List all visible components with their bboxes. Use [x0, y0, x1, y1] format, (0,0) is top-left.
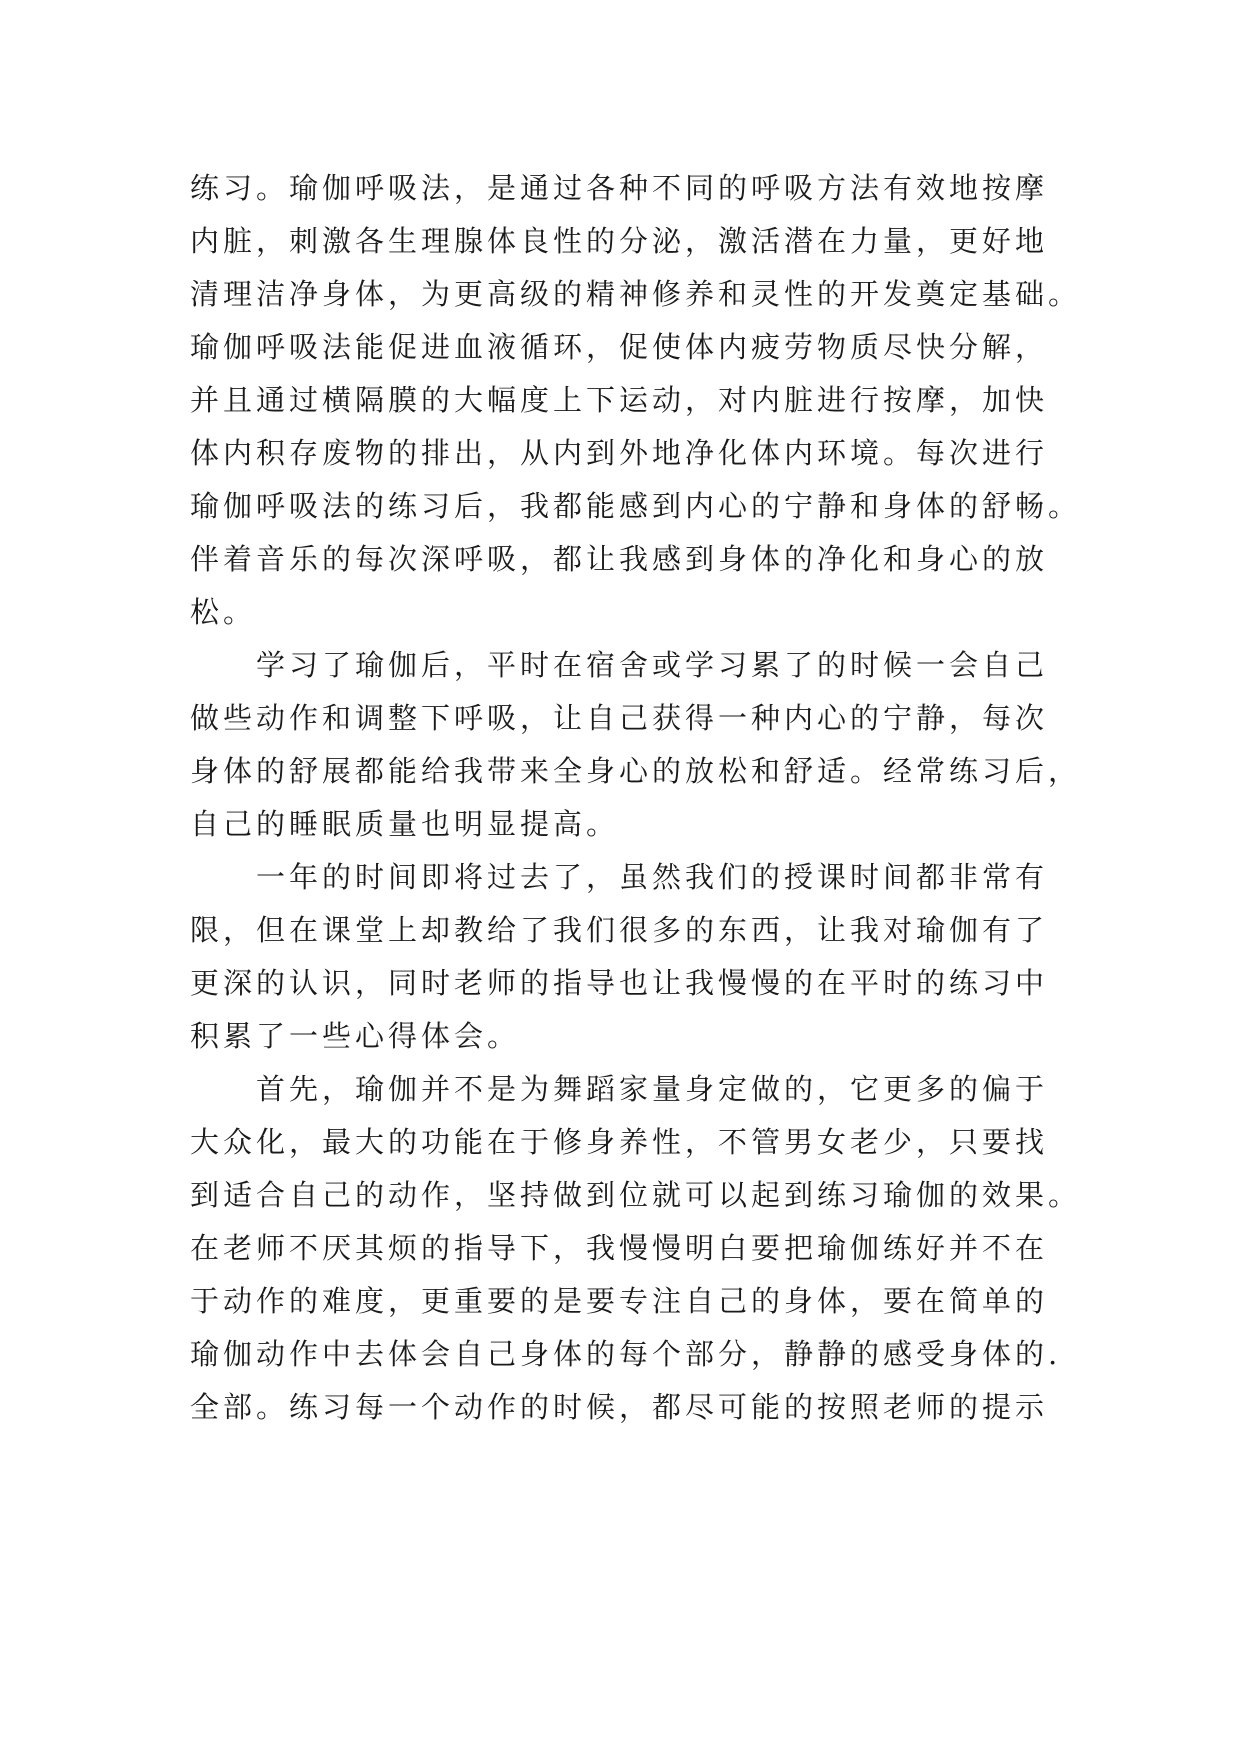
text-line: 做些动作和调整下呼吸，让自己获得一种内心的宁静，每次: [190, 701, 1049, 735]
text-line: 自己的睡眠质量也明显提高。: [190, 807, 620, 841]
text-line: 瑜伽呼吸法能促进血液循环，促使体内疲劳物质尽快分解，: [190, 330, 1049, 364]
text-line: 全部。练习每一个动作的时候，都尽可能的按照老师的提示: [190, 1390, 1049, 1424]
text-line: 清理洁净身体，为更高级的精神修养和灵性的开发奠定基础。: [190, 277, 1082, 311]
text-line: 瑜伽呼吸法的练习后，我都能感到内心的宁静和身体的舒畅。: [190, 489, 1082, 523]
text-line: 内脏，刺激各生理腺体良性的分泌，激活潜在力量，更好地: [190, 224, 1049, 258]
paragraph-start-line: 学习了瑜伽后，平时在宿舍或学习累了的时候一会自己: [256, 648, 1049, 682]
text-line: 限，但在课堂上却教给了我们很多的东西，让我对瑜伽有了: [190, 913, 1049, 947]
text-line: 并且通过横隔膜的大幅度上下运动，对内脏进行按摩，加快: [190, 383, 1049, 417]
text-line: 体内积存废物的排出，从内到外地净化体内环境。每次进行: [190, 436, 1049, 470]
text-line: 大众化，最大的功能在于修身养性，不管男女老少，只要找: [190, 1125, 1049, 1159]
text-line: 于动作的难度，更重要的是要专注自己的身体，要在简单的: [190, 1284, 1049, 1318]
text-line: 伴着音乐的每次深呼吸，都让我感到身体的净化和身心的放: [190, 542, 1049, 576]
text-line: 瑜伽动作中去体会自己身体的每个部分，静静的感受身体的.: [190, 1337, 1062, 1371]
paragraph-start-line: 首先，瑜伽并不是为舞蹈家量身定做的，它更多的偏于: [256, 1072, 1049, 1106]
text-line: 积累了一些心得体会。: [190, 1019, 521, 1053]
text-line: 松。: [190, 595, 257, 629]
body-text: [190, 162, 1090, 1434]
text-line: 在老师不厌其烦的指导下，我慢慢明白要把瑜伽练好并不在: [190, 1231, 1049, 1265]
paragraph-start-line: 一年的时间即将过去了，虽然我们的授课时间都非常有: [256, 860, 1049, 894]
text-line: 身体的舒展都能给我带来全身心的放松和舒适。经常练习后，: [190, 754, 1082, 788]
text-line: 到适合自己的动作，坚持做到位就可以起到练习瑜伽的效果。: [190, 1178, 1082, 1212]
text-line: 更深的认识，同时老师的指导也让我慢慢的在平时的练习中: [190, 966, 1049, 1000]
text-line: 练习。瑜伽呼吸法，是通过各种不同的呼吸方法有效地按摩: [190, 171, 1049, 205]
